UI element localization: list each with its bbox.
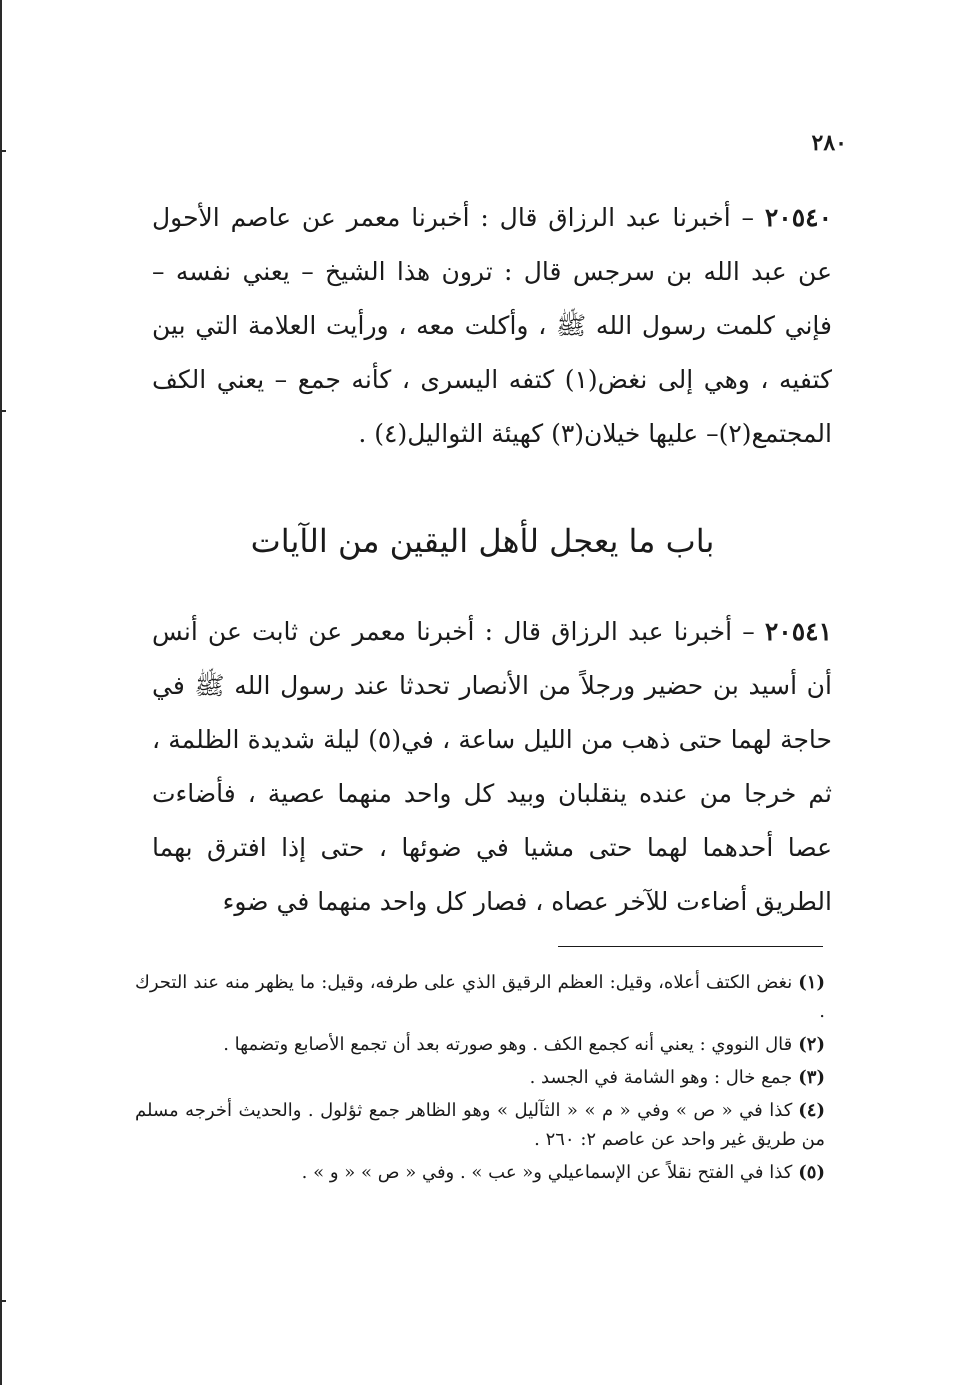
footnote-text: كذا في « ص » وفي « م » « الثآليل » وهو الظاهر جمع ثؤلول . والحديث أخرجه مسلم من طريق غير واحد عن عاصم ٢: ٢٦٠ .	[135, 1100, 825, 1150]
hadith-text: – أخبرنا عبد الرزاق قال : أخبرنا معمر عن ثابت عن أنس أن أسيد بن حضير ورجلاً من الأنصار تحدثا عند رسول الله ﷺ في حاجة لهما حتى ذهب من الليل ساعة ، في(٥) ليلة شديدة الظلمة ، ثم خرجا من عنده ينقلبان وبيد كل واحد منهما عصية ، فأضاءت عصا أحدهما لهما حتى مشيا في ضوئها ، حتى إذا افترق بهما الطريق أضاءت للآخر عصاه ، فصار كل واحد منهما في ضوء	[152, 617, 832, 916]
footnote	[135, 1158, 825, 1187]
footnote-number: (٣)	[798, 1067, 825, 1088]
footnote-text: كذا في الفتح نقلاً عن الإسماعيلي و« عب » . وفي « ص » « و » .	[301, 1162, 793, 1183]
scan-edge-mark	[0, 150, 6, 152]
chapter-title: باب ما يعجل لأهل اليقين من الآيات	[250, 522, 715, 560]
page-number: ٢٨٠	[811, 130, 847, 156]
footnote	[135, 1096, 825, 1154]
hadith-paragraph	[152, 605, 832, 929]
hadith-paragraph	[152, 191, 832, 461]
footnote-separator	[558, 946, 823, 947]
hadith-number: ٢٠٥٤١	[764, 617, 832, 646]
footnote-text: قال النووي : يعني أنه كجمع الكف . وهو صورته بعد أن تجمع الأصابع وتضمها .	[223, 1034, 793, 1055]
footnote-number: (٥)	[798, 1162, 825, 1183]
footnote-number: (٤)	[798, 1100, 825, 1121]
hadith-number: ٢٠٥٤٠	[764, 203, 832, 232]
footnote	[135, 1063, 825, 1092]
scan-edge-mark	[0, 410, 6, 412]
footnotes	[135, 968, 825, 1191]
footnote-number: (١)	[798, 972, 825, 993]
scan-edge-mark	[0, 1300, 6, 1302]
hadith-text: – أخبرنا عبد الرزاق قال : أخبرنا معمر عن عاصم الأحول عن عبد الله بن سرجس قال : ترون هذا الشيخ – يعني نفسه – فإني كلمت رسول الله ﷺ ، وأكلت معه ، ورأيت العلامة التي بين كتفيه ، وهي إلى نغض(١) كتفه اليسرى ، كأنه جمع – يعني الكف المجتمع(٢)– عليها خيلان(٣) كهيئة الثواليل(٤) .	[152, 203, 832, 448]
footnote-number: (٢)	[798, 1034, 825, 1055]
footnote	[135, 1030, 825, 1059]
footnote-text: نغض الكتف أعلاه، وقيل: العظم الرقيق الذي على طرفه، وقيل: ما يظهر منه عند التحرك .	[135, 972, 825, 1022]
footnote	[135, 968, 825, 1026]
footnote-text: جمع خال : وهو الشامة في الجسد .	[529, 1067, 793, 1088]
scan-edge-line	[0, 0, 2, 1385]
